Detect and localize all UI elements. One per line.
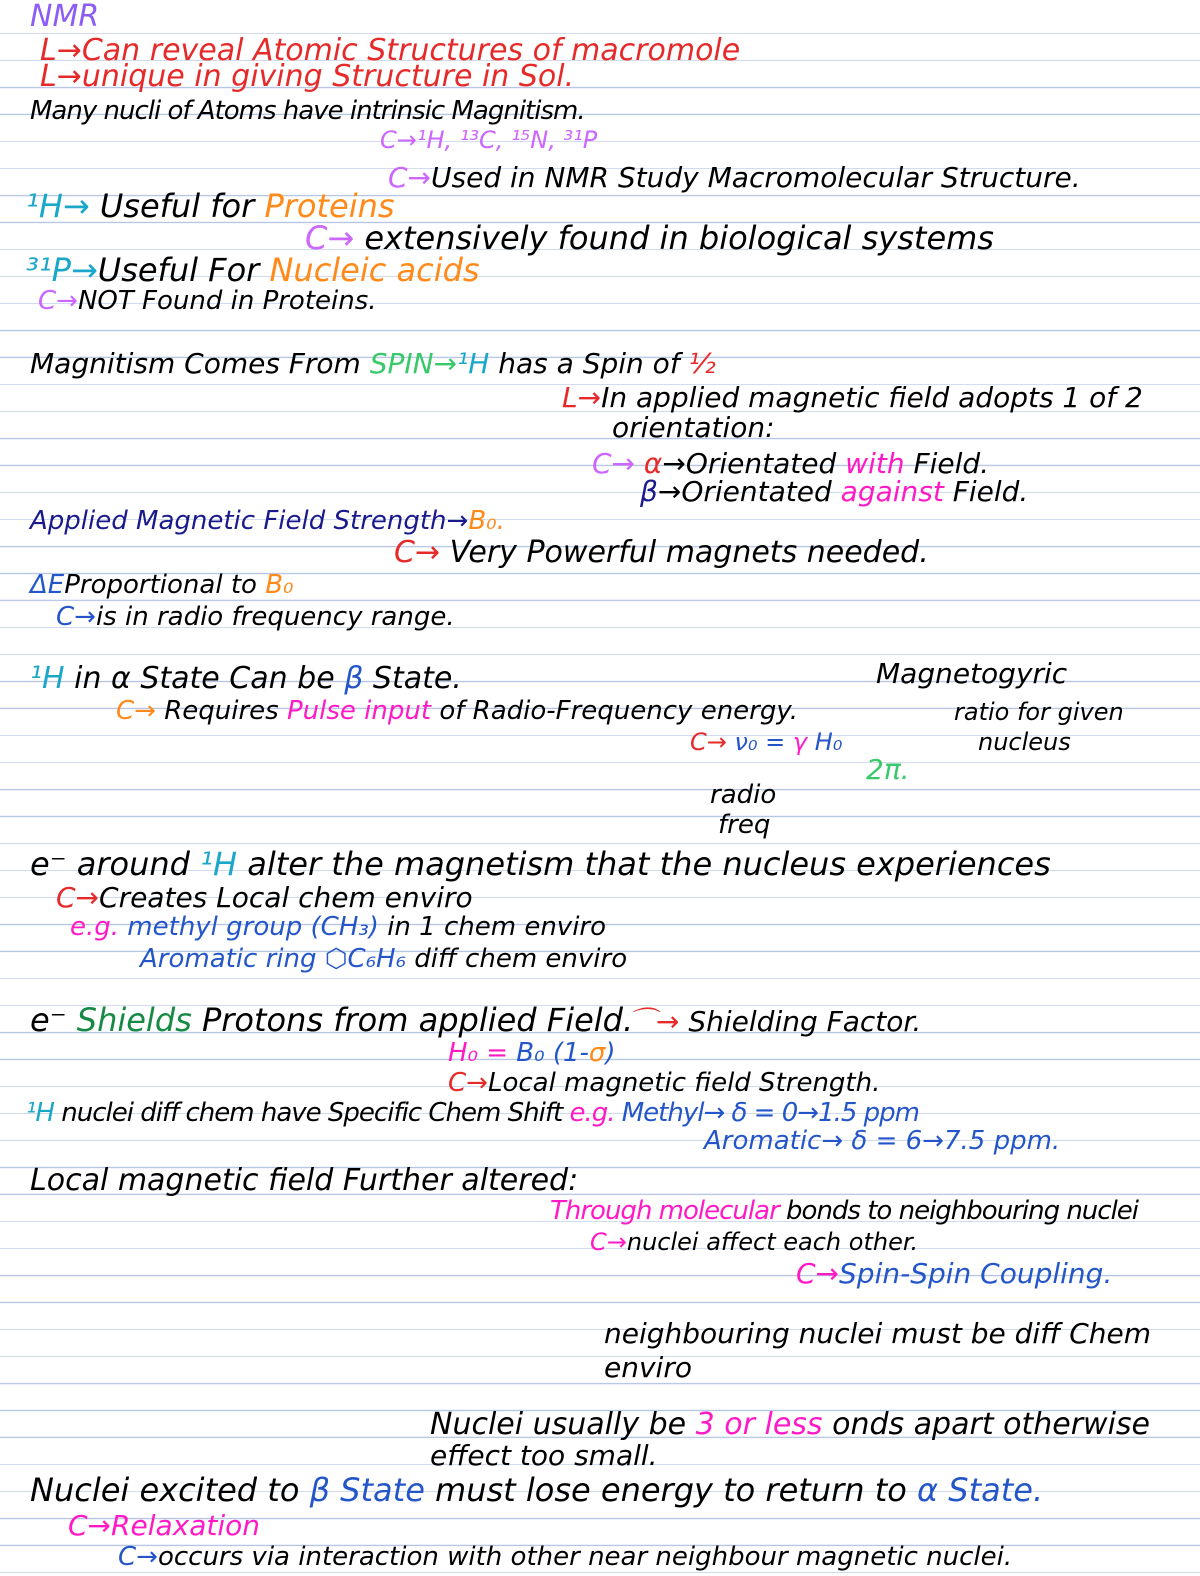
annotation-magnetogyric: Magnetogyric	[876, 657, 1068, 690]
note-line: ¹H in α State Can be β State.	[30, 661, 462, 696]
shielding-equation: H₀ = B₀ (1-σ)	[448, 1038, 616, 1068]
note-line: C→is in radio frequency range.	[56, 602, 455, 632]
heading-nmr: NMR	[30, 0, 100, 34]
note-line: Many nucli of Atoms have intrinsic Magnitism.	[30, 96, 585, 126]
note-line: ¹H→ Useful for Proteins	[26, 187, 395, 225]
annotation-radio: radio	[710, 780, 777, 810]
note-line: ¹H nuclei diff chem have Specific Chem Shift e.g. Methyl→ δ = 0→1.5 ppm	[26, 1098, 919, 1128]
note-line: enviro	[604, 1351, 692, 1384]
note-line: Through molecular bonds to neighbouring nuclei	[550, 1196, 1139, 1226]
note-line: C→ α→Orientated with Field.	[592, 447, 990, 480]
note-line: effect too small.	[430, 1439, 658, 1472]
note-line: C→Spin-Spin Coupling.	[796, 1257, 1113, 1290]
arrow-note: L→Can reveal Atomic Structures of macromole	[40, 33, 741, 68]
note-line: ³¹P→Useful For Nucleic acids	[26, 251, 480, 289]
note-line: e⁻ Shields Protons from applied Field.	[30, 1001, 634, 1039]
annotation-shielding: ⌒→ Shielding Factor.	[628, 1005, 922, 1038]
note-line: neighbouring nuclei must be diff Chem	[604, 1317, 1152, 1350]
note-line: C→ Very Powerful magnets needed.	[394, 535, 929, 570]
note-line: Magnitism Comes From SPIN→¹H has a Spin of ½	[30, 347, 716, 380]
note-line: e.g. methyl group (CH₃) in 1 chem enviro	[70, 912, 607, 942]
note-line: C→nuclei affect each other.	[590, 1228, 919, 1256]
larmor-equation: C→ ν₀ = γ H₀	[690, 728, 843, 756]
note-line: Local magnetic field Further altered:	[30, 1163, 579, 1198]
note-line: C→NOT Found in Proteins.	[38, 286, 377, 316]
note-line: C→Creates Local chem enviro	[56, 881, 473, 914]
note-line: Aromatic→ δ = 6→7.5 ppm.	[704, 1126, 1061, 1156]
annotation-nucleus: nucleus	[978, 728, 1071, 756]
arrow-note: L→unique in giving Structure in Sol.	[40, 59, 575, 94]
annotation-ratio: ratio for given	[954, 698, 1124, 726]
note-line: Nuclei excited to β State must lose energy to return to α State.	[30, 1471, 1044, 1509]
isotope-list: C→¹H, ¹³C, ¹⁵N, ³¹P	[380, 126, 598, 154]
note-line: β→Orientated against Field.	[640, 475, 1029, 508]
note-line: Applied Magnetic Field Strength→B₀.	[30, 506, 505, 536]
note-line: C→ Requires Pulse input of Radio-Frequency energy.	[116, 696, 799, 726]
note-line: ΔEProportional to B₀	[30, 570, 294, 600]
equation-denominator: 2π.	[866, 753, 910, 786]
note-line: C→occurs via interaction with other near neighbour magnetic nuclei.	[118, 1542, 1013, 1572]
note-line: e⁻ around ¹H alter the magnetism that the nucleus experiences	[30, 845, 1051, 883]
note-line: Aromatic ring ⬡C₆H₆ diff chem enviro	[140, 944, 628, 974]
note-line: orientation:	[612, 411, 775, 444]
note-line: C→Used in NMR Study Macromolecular Structure.	[388, 161, 1081, 194]
annotation-freq: freq	[718, 810, 771, 840]
note-line: C→Relaxation	[68, 1509, 260, 1542]
note-line: C→Local magnetic field Strength.	[448, 1068, 881, 1098]
note-line: L→In applied magnetic field adopts 1 of 2	[562, 381, 1143, 414]
note-line: C→ extensively found in biological systems	[305, 219, 994, 257]
note-line: Nuclei usually be 3 or less onds apart otherwise	[430, 1407, 1150, 1442]
